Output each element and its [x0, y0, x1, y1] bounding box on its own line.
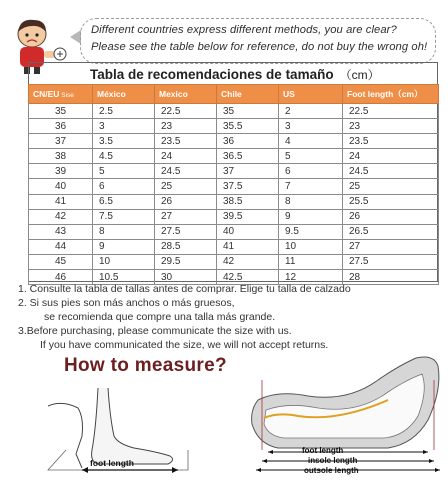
note-3-line-2: If you have communicated the size, we will not accept returns. — [40, 339, 329, 351]
table-cell: 27 — [343, 239, 439, 254]
table-row — [29, 254, 439, 269]
table-cell: 28.5 — [155, 239, 217, 254]
table-cell: 23 — [343, 119, 439, 134]
table-cell: 22.5 — [343, 104, 439, 119]
note-1: 1. Consulte la tabla de tallas antes de comprar. Elige tu talla de calzado — [18, 283, 351, 295]
table-cell: 45 — [29, 254, 93, 269]
table-cell: 7.5 — [93, 209, 155, 224]
column-header-2 — [155, 85, 217, 104]
table-cell: 40 — [217, 224, 279, 239]
table-cell: 27.5 — [343, 254, 439, 269]
table-row — [29, 179, 439, 194]
table-title — [90, 66, 380, 83]
column-header-5 — [343, 85, 439, 104]
table-cell: 9 — [93, 239, 155, 254]
table-row — [29, 239, 439, 254]
table-cell: 25 — [155, 179, 217, 194]
table-cell: 35 — [217, 104, 279, 119]
table-cell: 40 — [29, 179, 93, 194]
table-cell: 37 — [29, 134, 93, 149]
table-cell: 10.5 — [93, 270, 155, 285]
table-cell: 35 — [29, 104, 93, 119]
table-cell: 41 — [217, 239, 279, 254]
note-2-line-1: 2. Si sus pies son más anchos o más gruesos, — [18, 297, 235, 309]
table-cell: 3 — [279, 119, 343, 134]
table-cell: 35.5 — [217, 119, 279, 134]
table-cell: 26 — [343, 209, 439, 224]
table-cell: 7 — [279, 179, 343, 194]
table-cell: 23.5 — [343, 134, 439, 149]
table-cell: 36 — [29, 119, 93, 134]
table-cell: 8 — [279, 194, 343, 209]
table-cell: 12 — [279, 270, 343, 285]
table-cell: 24 — [155, 149, 217, 164]
table-body — [29, 104, 439, 285]
column-header-0 — [29, 85, 93, 104]
table-row — [29, 209, 439, 224]
column-header-main: Mexico — [159, 89, 188, 99]
column-header-4 — [279, 85, 343, 104]
table-row — [29, 134, 439, 149]
column-header-main: Foot length（cm） — [347, 89, 423, 99]
table-cell: 36 — [217, 134, 279, 149]
column-header-1 — [93, 85, 155, 104]
table-cell: 9.5 — [279, 224, 343, 239]
table-cell: 11 — [279, 254, 343, 269]
table-row — [29, 224, 439, 239]
table-cell: 42.5 — [217, 270, 279, 285]
table-cell: 9 — [279, 209, 343, 224]
table-cell: 5 — [279, 149, 343, 164]
table-cell: 24 — [343, 149, 439, 164]
table-unit: （cm） — [339, 68, 380, 82]
table-title-text: Tabla de recomendaciones de tamaño — [90, 67, 334, 82]
table-cell: 38 — [29, 149, 93, 164]
table-cell: 26.5 — [343, 224, 439, 239]
table-cell: 6 — [279, 164, 343, 179]
table-cell: 44 — [29, 239, 93, 254]
table-cell: 3.5 — [93, 134, 155, 149]
table-cell: 23 — [155, 119, 217, 134]
table-cell: 2.5 — [93, 104, 155, 119]
measure-title: How to measure? — [64, 355, 227, 376]
table-cell: 10 — [279, 239, 343, 254]
table-cell: 26 — [155, 194, 217, 209]
table-cell: 27 — [155, 209, 217, 224]
column-header-main: México — [97, 89, 126, 99]
outsole-length-label: outsole length — [304, 466, 359, 475]
table-cell: 28 — [343, 270, 439, 285]
table-cell: 39.5 — [217, 209, 279, 224]
table-cell: 30 — [155, 270, 217, 285]
table-cell: 29.5 — [155, 254, 217, 269]
table-row — [29, 149, 439, 164]
table-cell: 24.5 — [343, 164, 439, 179]
column-header-main: US — [283, 89, 295, 99]
table-cell: 38.5 — [217, 194, 279, 209]
table-cell: 10 — [93, 254, 155, 269]
speech-bubble — [80, 18, 436, 64]
foot-length-label-right: foot length — [302, 446, 344, 455]
table-cell: 43 — [29, 224, 93, 239]
table-cell: 5 — [93, 164, 155, 179]
column-header-main: Chile — [221, 89, 242, 99]
bubble-text-line-1: Different countries express different methods, you are clear? — [91, 24, 397, 36]
table-cell: 4.5 — [93, 149, 155, 164]
table-cell: 4 — [279, 134, 343, 149]
table-cell: 2 — [279, 104, 343, 119]
table-cell: 37.5 — [217, 179, 279, 194]
bubble-text-line-2: Please see the table below for reference, do not buy the wrong oh! — [91, 41, 428, 53]
insole-length-label: insole length — [308, 456, 358, 465]
table-cell: 22.5 — [155, 104, 217, 119]
table-cell: 6 — [93, 179, 155, 194]
table-header-row — [29, 85, 439, 104]
table-cell: 23.5 — [155, 134, 217, 149]
note-3-line-1: 3.Before purchasing, please communicate the size with us. — [18, 325, 292, 337]
table-cell: 39 — [29, 164, 93, 179]
foot-length-label-left: foot length — [90, 458, 134, 468]
table-cell: 42 — [217, 254, 279, 269]
note-2-line-2: se recomienda que compre una talla más grande. — [44, 311, 276, 323]
table-cell: 3 — [93, 119, 155, 134]
table-cell: 6.5 — [93, 194, 155, 209]
column-header-sub: Sise — [59, 92, 74, 99]
table-cell: 37 — [217, 164, 279, 179]
table-cell: 8 — [93, 224, 155, 239]
table-cell: 36.5 — [217, 149, 279, 164]
table-cell: 24.5 — [155, 164, 217, 179]
size-table — [28, 84, 439, 285]
table-row — [29, 164, 439, 179]
column-header-main: CN/EU — [33, 89, 60, 99]
table-row — [29, 119, 439, 134]
table-cell: 41 — [29, 194, 93, 209]
table-row — [29, 194, 439, 209]
table-row — [29, 104, 439, 119]
table-cell: 25 — [343, 179, 439, 194]
table-cell: 42 — [29, 209, 93, 224]
table-cell: 27.5 — [155, 224, 217, 239]
column-header-3 — [217, 85, 279, 104]
table-cell: 46 — [29, 270, 93, 285]
table-cell: 25.5 — [343, 194, 439, 209]
